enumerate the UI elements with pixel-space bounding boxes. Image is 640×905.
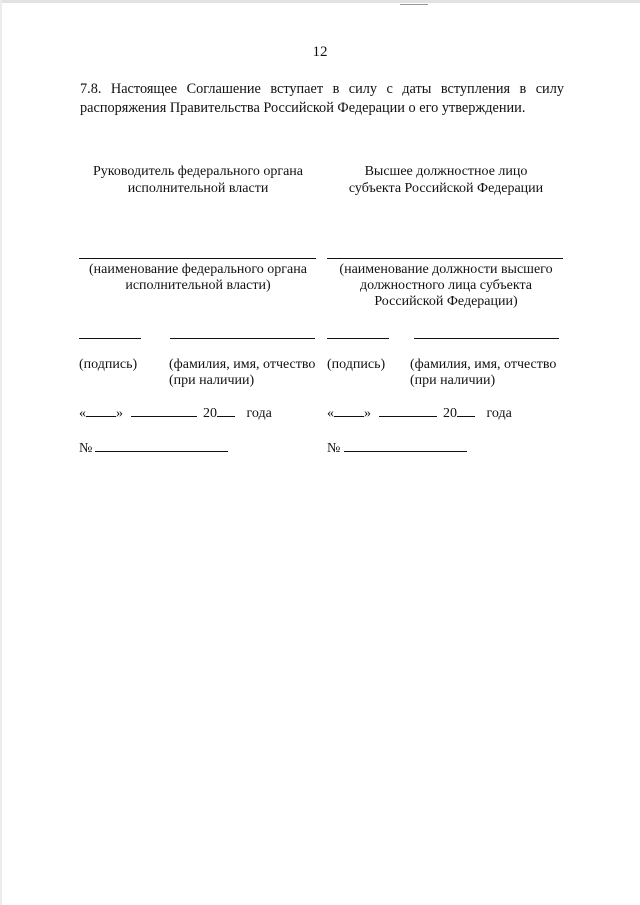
right-number-line [327,439,467,457]
right-date-year-prefix: 20 [443,406,457,421]
left-date-year-prefix: 20 [203,406,217,421]
scan-mark [400,4,428,5]
right-number-field[interactable] [344,439,467,452]
left-date-close-quote: » [116,406,123,421]
left-signature-line[interactable] [79,338,141,339]
right-date-year-field[interactable] [457,404,475,417]
scan-edge-top [0,0,640,3]
right-fio-line[interactable] [414,338,559,339]
right-position-name-line[interactable] [327,258,563,259]
left-date-year-field[interactable] [217,404,235,417]
left-number-label: № [79,441,93,456]
page-number: 12 [312,44,328,60]
left-signature-caption: (подпись) [79,357,138,372]
left-org-name-caption-1: (наименование федерального органа [89,262,307,277]
right-fio-caption-1: (фамилия, имя, отчество [410,357,557,372]
left-number-field[interactable] [95,439,228,452]
scan-edge-left [0,0,2,905]
left-fio-line[interactable] [170,338,315,339]
right-signature-line[interactable] [327,338,389,339]
left-heading-line-1: Руководитель федерального органа [93,164,303,179]
left-date-month-field[interactable] [131,404,197,417]
right-date-line [327,404,512,422]
left-date-open-quote: « [79,406,86,421]
left-fio-caption-2: (при наличии) [169,373,255,388]
right-position-caption-2: должностного лица субъекта [359,278,533,293]
paragraph-line-2: распоряжения Правительства Российской Федерации о его утверждении. [80,100,526,116]
left-org-name-line[interactable] [79,258,316,259]
right-date-open-quote: « [327,406,334,421]
paragraph-line-1: 7.8. Настоящее Соглашение вступает в силу с даты вступления в силу [80,81,564,97]
left-date-line [79,404,272,422]
right-date-month-field[interactable] [379,404,437,417]
right-date-close-quote: » [364,406,371,421]
right-date-day-field[interactable] [334,404,364,417]
right-fio-caption-2: (при наличии) [410,373,496,388]
left-org-name-caption-2: исполнительной власти) [125,278,271,293]
right-position-caption-3: Российской Федерации) [374,294,518,309]
left-heading-line-2: исполнительной власти [127,181,269,196]
left-fio-caption-1: (фамилия, имя, отчество [169,357,316,372]
right-position-caption-1: (наименование должности высшего [339,262,553,277]
left-date-year-suffix: года [246,406,272,421]
right-date-year-suffix: года [486,406,512,421]
right-heading-line-1: Высшее должностное лицо [364,164,528,179]
left-date-day-field[interactable] [86,404,116,417]
right-number-label: № [327,441,341,456]
right-signature-caption: (подпись) [327,357,386,372]
left-number-line [79,439,228,457]
right-heading-line-2: субъекта Российской Федерации [348,181,544,196]
